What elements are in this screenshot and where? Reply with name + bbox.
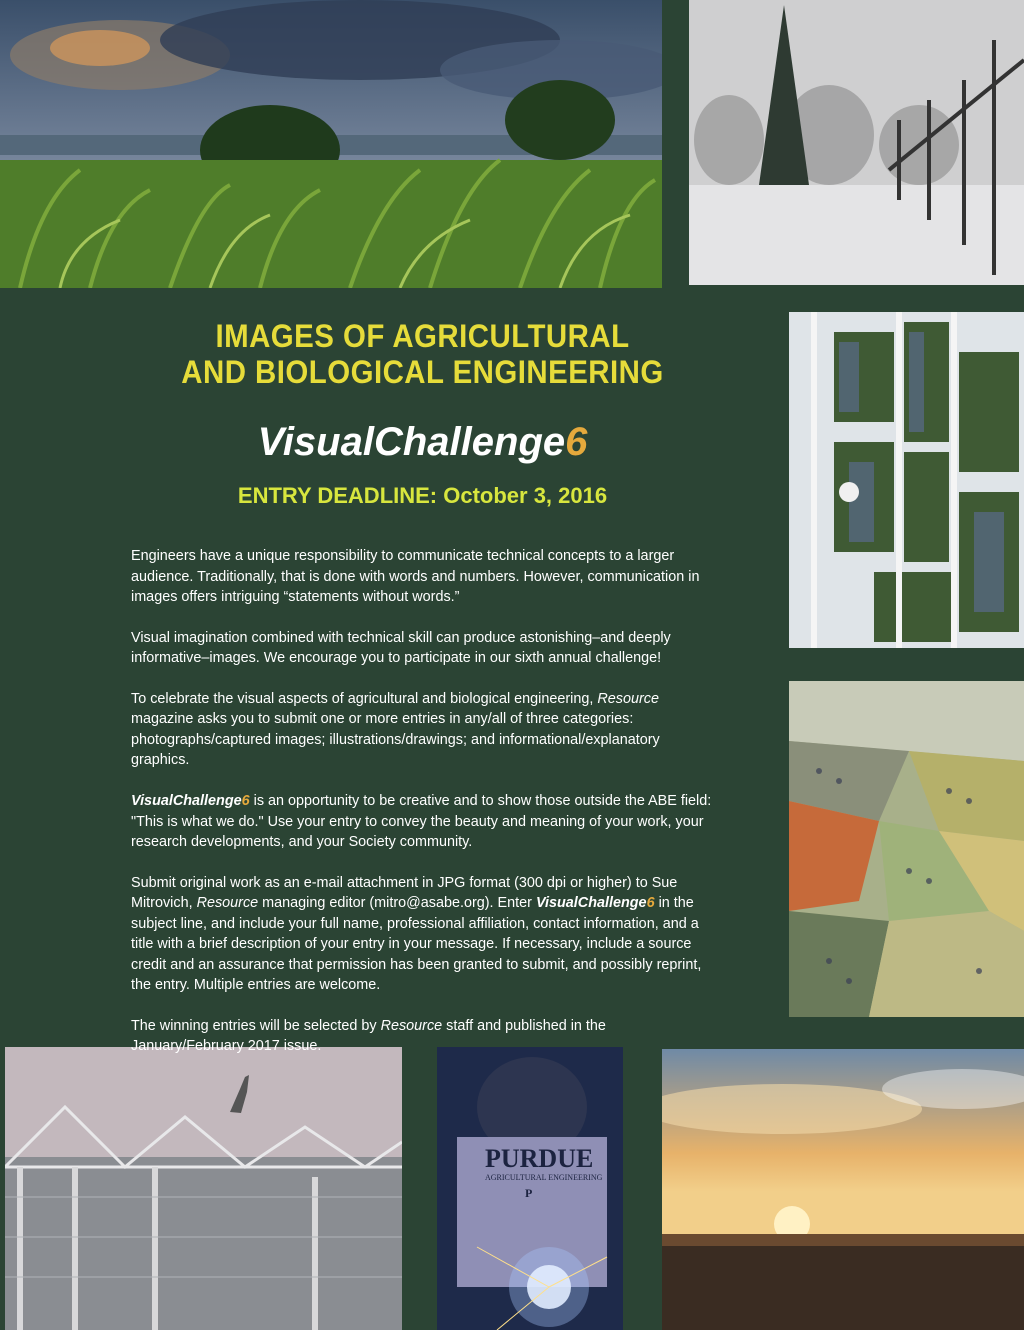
p5-text-a: Submit original work as an e-mail attachment in JPG format (300 dpi or higher) to Sue Mitrovich,: [131, 874, 678, 912]
photo-cornfield: [0, 0, 662, 288]
paragraph-5: [131, 873, 721, 996]
photo-welder: [437, 1047, 623, 1330]
inline-brand-name: VisualChallenge: [535, 895, 647, 912]
p6-text-a: The winning entries will be selected by: [131, 1017, 381, 1034]
shirt-ag-engineering-text: AGRICULTURAL ENGINEERING: [485, 1173, 603, 1182]
inline-brand: [131, 793, 250, 809]
title-line-2: AND BIOLOGICAL ENGINEERING: [181, 354, 664, 390]
resource-magazine-name: Resource: [380, 1017, 443, 1034]
inline-brand: [536, 895, 655, 911]
p5-text-c: in the subject line, and include your full name, professional affiliation, contact information, and a title with a brief description of your entry in your message. If necessary, include a source credit and an assurance that permission has been granted to submit, and possibly reprint, the entry. Multiple entries are welcome.: [131, 895, 702, 994]
photo-aerial-farmland: [789, 681, 1024, 1017]
p3-text-b: magazine asks you to submit one or more entries in any/all of three categories: photographs/captured images; illustrations/drawings; and informational/explanatory graphics.: [131, 711, 660, 769]
p5-text-b: managing editor (mitro@asabe.org). Enter: [258, 895, 536, 912]
resource-magazine-name: Resource: [196, 895, 259, 912]
p4-text: is an opportunity to be creative and to show those outside the ABE field: "This is what we do." Use your entry to convey the beauty and meaning of your work, your research developments, and your Society community.: [131, 793, 712, 851]
paragraph-1: Engineers have a unique responsibility to communicate technical concepts to a larger audience. Traditionally, that is done with words and numbers. However, communication in images offers intriguing “statements without words.”: [131, 548, 700, 605]
paragraph-3: [131, 689, 721, 771]
p3-text-a: To celebrate the visual aspects of agricultural and biological engineering,: [131, 690, 598, 707]
brand-name: VisualChallenge: [257, 420, 566, 464]
inline-brand-number: 6: [241, 793, 250, 810]
paragraph-6: [131, 1016, 721, 1057]
paragraph-4: [131, 791, 721, 853]
brand-number: 6: [565, 420, 588, 464]
photo-sunset-field: [662, 1049, 1024, 1330]
page-title: [153, 318, 691, 390]
title-line-1: IMAGES OF AGRICULTURAL: [215, 318, 630, 354]
resource-magazine-name: Resource: [597, 690, 659, 707]
entry-deadline: ENTRY DEADLINE: October 3, 2016: [237, 483, 608, 508]
photo-vertical-farm: [789, 312, 1024, 648]
inline-brand-number: 6: [646, 895, 655, 912]
photo-snow-irrigation: [689, 0, 1024, 285]
paragraph-2: Visual imagination combined with technical skill can produce astonishing–and deeply informative–images. We encourage you to participate in our sixth annual challenge!: [131, 629, 671, 667]
inline-brand-name: VisualChallenge: [131, 793, 242, 810]
photo-greenhouse: [5, 1047, 402, 1330]
shirt-p-text: P: [525, 1186, 533, 1200]
visual-challenge-logo: [130, 420, 715, 465]
shirt-purdue-text: PURDUE: [485, 1144, 594, 1173]
p6-text-b: staff and published in the January/February 2017 issue.: [131, 1017, 606, 1055]
body-text: [131, 546, 721, 1077]
